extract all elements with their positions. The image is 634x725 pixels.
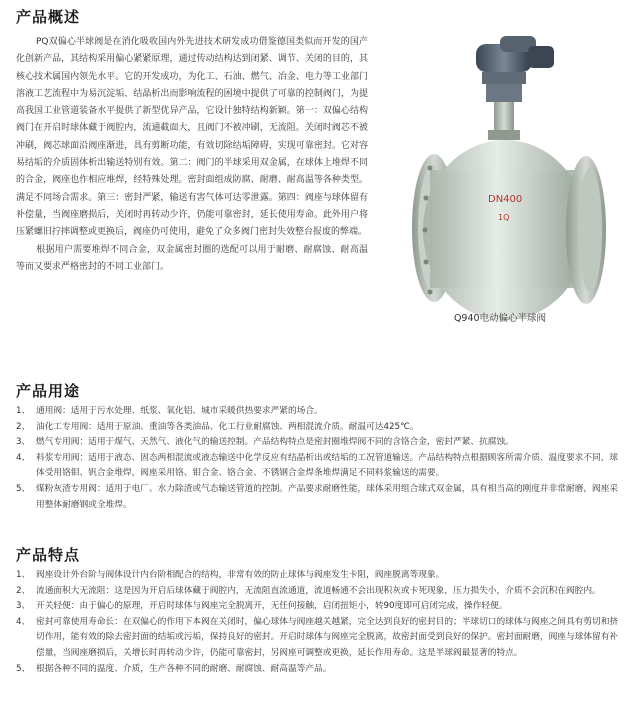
list-item: 1、 通用阀：适用于污水处理、纸浆、氧化铝、城市采暖供热要求严紧的场合。 <box>16 406 323 416</box>
ball-valve-icon <box>390 30 620 320</box>
list-item: 3、 开关轻便：由于偏心的原理，开启时球体与阀座完全脱离开，无任何接触，启闭扭矩小，转90度即可启闭完成，操作轻便。 <box>16 601 508 612</box>
valve-pressure-label: 1Q <box>498 213 510 222</box>
applications-list <box>16 404 622 513</box>
list-item: 5、 根据各种不同的温度、介质，生产各种不同的耐磨、耐腐蚀、耐高温等产品。 <box>16 663 332 674</box>
list-item: 1、 阀座设计外台阶与阀体设计内台阶相配合的结构，非常有效的防止球体与阀座发生卡阻，阀座脱离等现象。 <box>16 570 445 580</box>
overview-text <box>16 34 368 276</box>
figure-caption: Q940电动偏心半球阀 <box>453 313 547 324</box>
list-item: 4、 料浆专用阀：适用于液态、固态两相混流或液态输送中化学反应有结晶析出或结垢的工况管道输送。产品结构特点根据顾客所需介质、温度要求不同，球体受用铬钼、钒合金堆焊，阀座采用铬、钼合金、铬合金、不锈钢合金焊条堆焊满足不同料浆输送的需要。 <box>16 452 619 479</box>
section-title-applications: 产品用途 <box>16 382 81 400</box>
features-list <box>16 568 622 677</box>
overview-paragraph-2: 根据用户需要堆焊不同合金，双金属密封圈的选配可以用于耐磨、耐腐蚀、耐高温等而又要求严格密封的不同工业部门。 <box>16 244 368 272</box>
section-title-overview: 产品概述 <box>16 8 81 26</box>
overview-paragraph-1: PQ双偏心半球阀是在消化吸收国内外先进技术研发成功借鉴德国类似而开发的国产化创新产品，其结构采用偏心紧紧原理，通过传动结构达到闭紧、调节、关闭的目的，其核心技术属国内领先水平。它的开发成功，为化工、石油、燃气、冶金、电力等工业部门溶液工艺流程中为易沉淀垢、结晶析出而影响流程的困境中提供了可靠的控制阀门，为提高我国工业管道装备水平提供了新型优异产品，它设计独特结构新颖。第一：双偏心结构阀门在开启时球体藏于阀腔内，流通截面大，且阀门不被冲刷，无流阻。关闭时阀芯不被冲刷，阀芯球面沿阀座渐进，具有剪断功能，有效切除结垢障碍，实现可靠密封。它对容易结垢的介质固体析出输送特别有效。第二：阀门的半球采用双金属，在球体上堆焊不同的合金，阀座也作相应堆焊，经特殊处理。密封面组成防腐、耐磨、耐高温等各种类型。满足不同场合需求。第三：密封严紧，输送有害气体可达零泄露。第四：阀座与球体留有补偿量，当阀座磨损后，关闭时再转动少许，仍能可靠密封，延长使用寿命。此外用户将压紧螺旧拧摔调整或更换后，阀座仍可使用，避免了众多阀门密封失效整台报废的弊端。 <box>16 37 368 238</box>
section-title-features: 产品特点 <box>16 546 81 564</box>
ball-valve-photo <box>390 30 620 320</box>
list-item: 5、 煤粉灰渣专用阀：适用于电厂、水力除渣或气态输送管道的控制。产品要求耐磨性能，球体采用组合球式双金属，具有相当高的刚度并非常耐磨，阀座采用整体耐磨钢或全堆焊。 <box>16 483 619 510</box>
list-item: 2、 流通面积大无流阻：这是因为开启后球体藏于阀腔内，无流阻直流通道，流道畅通不会出现积灰或卡死现象，压力损失小，介质不会沉积在阀腔内。 <box>16 585 601 596</box>
list-item: 3、 燃气专用阀：适用于煤气、天然气、液化气的输送控制。产品结构特点是密封圈堆焊阀不同的含铬合金，密封严紧、抗腐蚀。 <box>16 437 514 448</box>
list-item: 2、 油化工专用阀：适用于原油、重油等各类油品、化工行业耐腐蚀、两相混流介质。耐温可达425℃。 <box>16 421 419 432</box>
valve-size-label: DN400 <box>488 194 523 205</box>
list-item: 4、 密封可靠使用寿命长：在双偏心的作用下本阀在关闭时，偏心球体与阀座越关越紧，完全达到良好的密封目的；半球切口的球体与阀座之间具有剪切和挤切作用，能有效的除去密封面的结垢或污垢，保持良好的密封。开启时球体与阀座完全脱离，故密封面受到良好的保护。密封面耐磨，阀座与球体留有补偿量，当阀座磨损后，关增长时再转动少许，仍能可靠密封，另阀座可调整或更换，延长作用寿命。这是半球阀最显著的特点。 <box>16 616 619 658</box>
